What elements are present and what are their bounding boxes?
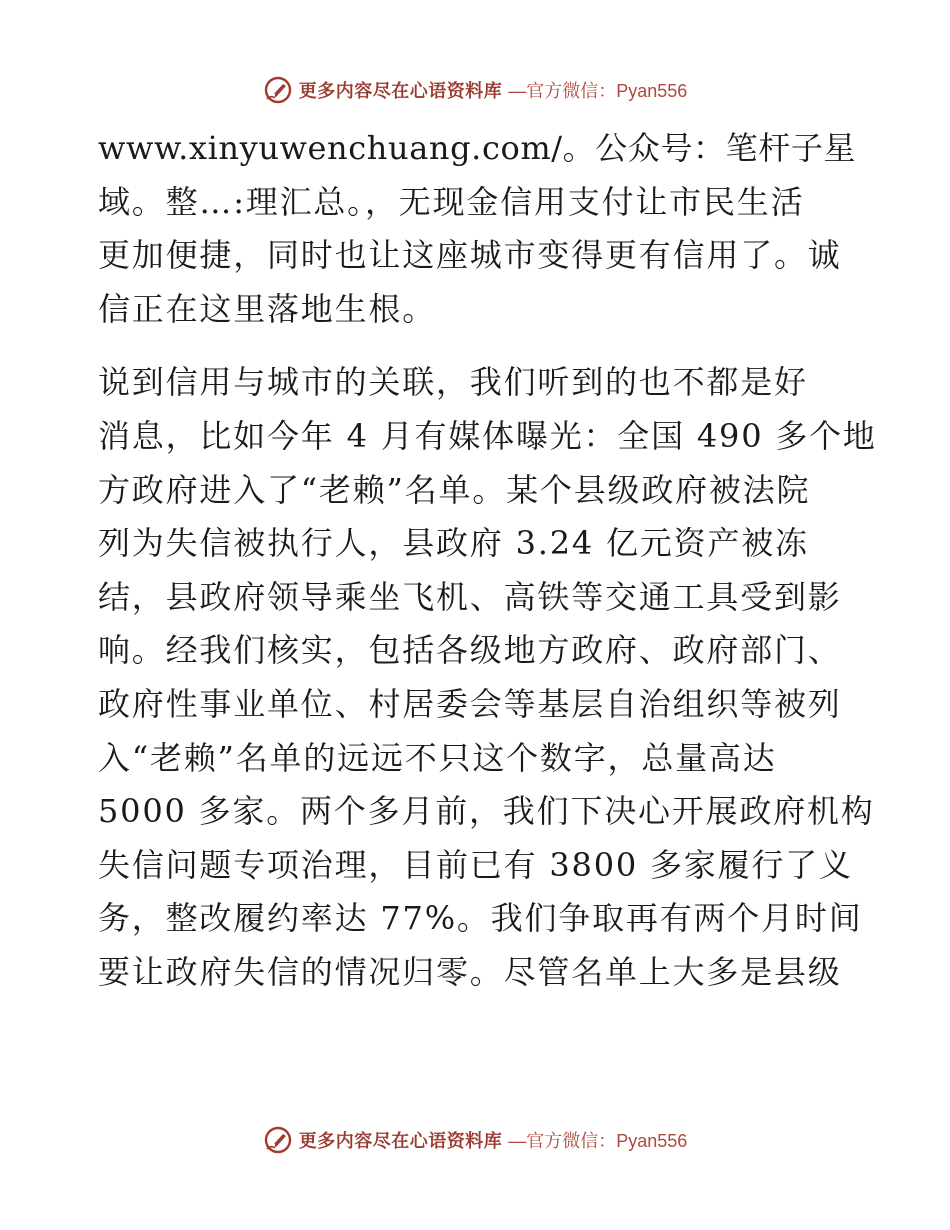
text-line: 列为失信被执行人，县政府 3.24 亿元资产被冻 (98, 524, 809, 563)
header-brand-text: 更多内容尽在心语资料库 (298, 81, 503, 102)
text-line: 结，县政府领导乘坐飞机、高铁等交通工具受到影 (98, 577, 842, 616)
quill-seal-logo-icon (263, 75, 293, 105)
text-line: www.xinyuwenchuang.com/。公众号：笔杆子星 (98, 129, 857, 167)
text-line: 务，整改履约率达 77%。我们争取再有两个月时间 (98, 899, 863, 938)
paragraph-2 (98, 356, 877, 999)
text-line: 政府性事业单位、村居委会等基层自治组织等被列 (98, 684, 842, 723)
document-body (98, 122, 877, 1020)
paragraph-1 (98, 122, 868, 336)
footer-brand-text: 更多内容尽在心语资料库 (298, 1131, 503, 1152)
header-contact: —官方微信：Pyan556 (508, 81, 688, 101)
footer-brand (263, 1125, 688, 1155)
text-line: 方政府进入了“老赖”名单。某个县级政府被法院 (98, 470, 811, 509)
text-line: 失信问题专项治理，目前已有 3800 多家履行了义 (98, 845, 853, 884)
text-line: 说到信用与城市的关联，我们听到的也不都是好 (98, 363, 808, 402)
text-line: 响。经我们核实，包括各级地方政府、政府部门、 (98, 631, 842, 670)
page-footer (0, 1120, 950, 1160)
quill-seal-logo-icon (263, 1125, 293, 1155)
text-line: 5000 多家。两个多月前，我们下决心开展政府机构 (98, 792, 875, 831)
text-line: 要让政府失信的情况归零。尽管名单上大多是县级 (98, 952, 842, 991)
header-brand (263, 75, 688, 105)
text-line: 消息，比如今年 4 月有媒体曝光：全国 490 多个地 (98, 416, 877, 455)
page-header (0, 70, 950, 110)
text-line: 信正在这里落地生根。 (98, 289, 437, 328)
text-line: 更加便捷，同时也让这座城市变得更有信用了。诚 (98, 236, 842, 275)
text-line: 域。整…:理汇总。，无现金信用支付让市民生活 (98, 182, 805, 221)
text-line: 入“老赖”名单的远远不只这个数字，总量高达 (98, 738, 777, 777)
footer-contact: —官方微信：Pyan556 (508, 1131, 688, 1151)
